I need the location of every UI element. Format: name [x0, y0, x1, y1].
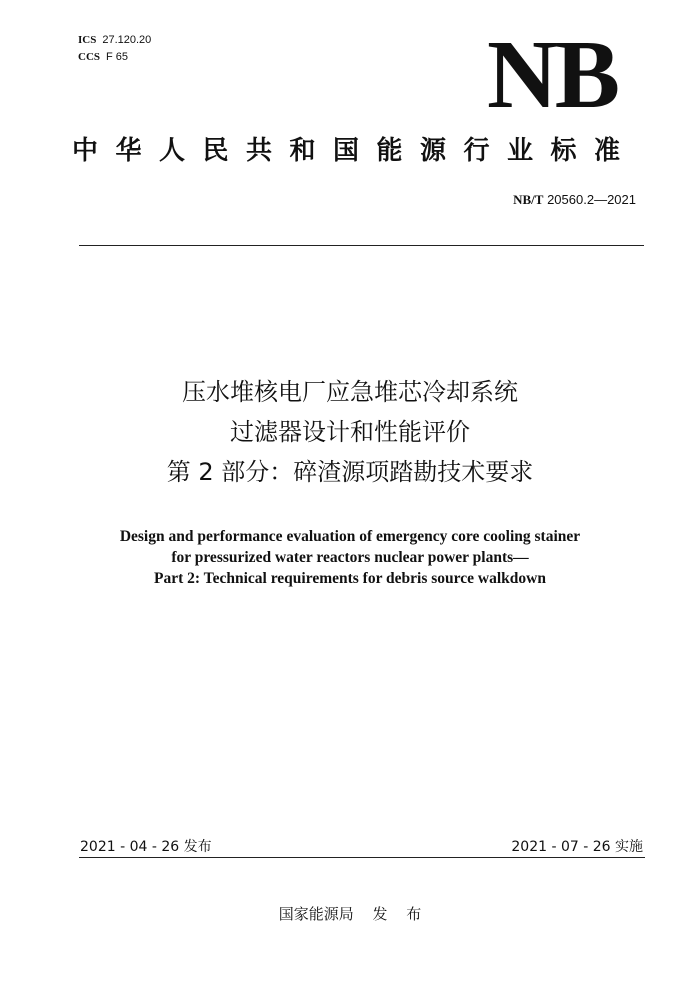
implementation-date: 2021 - 07 - 26 实施	[511, 839, 643, 855]
english-title	[0, 526, 700, 589]
ccs-value: F 65	[106, 51, 129, 63]
standard-number-prefix: NB/T	[513, 192, 544, 207]
classification-codes	[78, 32, 151, 66]
top-divider	[79, 245, 644, 246]
ics-code	[78, 32, 151, 49]
english-title-line-2: for pressurized water reactors nuclear power plants—	[171, 549, 529, 566]
standard-number-value: 20560.2—2021	[547, 192, 636, 207]
ics-value: 27.120.20	[102, 34, 152, 46]
ics-label: ICS	[78, 34, 97, 46]
standard-number	[513, 192, 636, 208]
english-title-line-3: Part 2: Technical requirements for debris source walkdown	[154, 570, 546, 587]
chinese-title-line-3: 第 2 部分：碎渣源项踏勘技术要求	[166, 458, 534, 486]
chinese-title-line-1: 压水堆核电厂应急堆芯冷却系统	[182, 378, 518, 406]
bottom-divider	[79, 857, 645, 858]
english-title-line-1: Design and performance evaluation of emergency core cooling stainer	[119, 528, 581, 545]
chinese-title	[0, 372, 700, 492]
standard-type-heading: 中华人民共和国能源行业标准	[72, 136, 638, 166]
ccs-code	[78, 49, 151, 66]
chinese-title-line-2: 过滤器设计和性能评价	[230, 418, 470, 446]
publish-date: 2021 - 04 - 26 发布	[80, 839, 212, 855]
issuing-authority: 国家能源局 发 布	[278, 905, 422, 923]
ccs-label: CCS	[78, 51, 101, 63]
nb-logo: NB	[487, 21, 618, 129]
